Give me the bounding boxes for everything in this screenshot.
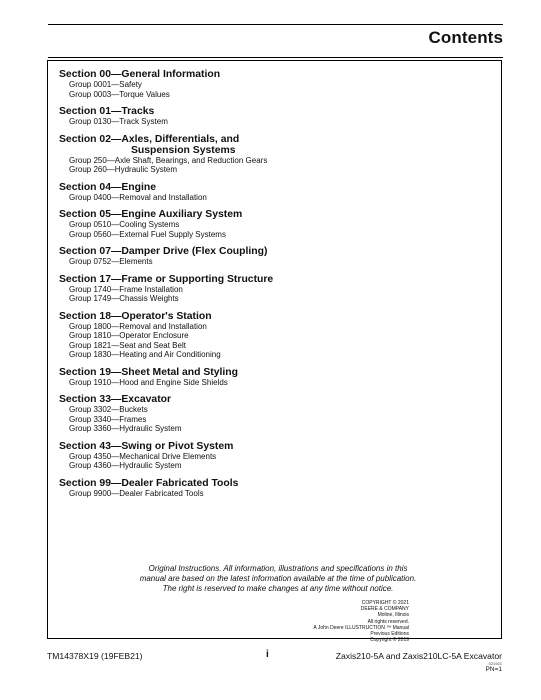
copyright-block (229, 600, 409, 643)
copyright-line: Moline, Illinois (377, 612, 409, 619)
section-heading-text: Section 99—Dealer Fabricated Tools (59, 477, 239, 489)
section-heading (59, 209, 489, 220)
group-entry: Group 1830—Heating and Air Conditioning (69, 350, 221, 359)
group-entry: Group 3340—Frames (69, 414, 147, 424)
group-entry: Group 250—Axle Shaft, Bearings, and Reduction Gears (69, 155, 268, 165)
footer-code: 021921 (488, 661, 502, 666)
section-heading-text: Section 07—Damper Drive (Flex Coupling) (59, 246, 268, 257)
footer-doc-id: TM14378X19 (19FEB21) (47, 651, 143, 661)
group-entry: Group 0560—External Fuel Supply Systems (69, 229, 226, 239)
title-rule-top (48, 24, 503, 25)
group-entry: Group 1749—Chassis Weights (69, 294, 179, 303)
group-entry: Group 0001—Safety (69, 80, 142, 89)
section-heading-text: Section 33—Excavator (59, 394, 172, 405)
group-entry: Group 1800—Removal and Installation (69, 321, 207, 331)
section-heading (59, 311, 489, 322)
section-heading-text: Section 02—Axles, Differentials, and (59, 133, 240, 145)
toc-section (59, 246, 489, 267)
group-entry: Group 0400—Removal and Installation (69, 192, 207, 202)
footer-pn: PN=1 (485, 666, 502, 673)
section-heading (59, 367, 489, 378)
section-heading-text: Section 18—Operator's Station (59, 310, 212, 322)
group-entry: Group 1821—Seat and Seat Belt (69, 340, 186, 350)
section-heading (59, 106, 489, 117)
section-heading-text: Section 00—General Information (59, 69, 221, 80)
section-heading-continuation: Suspension Systems (131, 144, 236, 156)
footer-model: Zaxis210-5A and Zaxis210LC-5A Excavator (335, 651, 502, 661)
copyright-line: All rights reserved. (367, 618, 409, 625)
section-heading-text: Section 19—Sheet Metal and Styling (59, 366, 238, 378)
table-of-contents (59, 69, 489, 505)
title-rule-bottom (48, 57, 503, 58)
section-heading (59, 69, 489, 80)
group-entry: Group 4350—Mechanical Drive Elements (69, 451, 217, 461)
section-heading (59, 478, 489, 489)
copyright-line: A John Deere ILLUSTRUCTION ™ Manual (313, 624, 409, 631)
toc-section (59, 367, 489, 388)
section-heading (59, 246, 489, 257)
section-heading-text: Section 43—Swing or Pivot System (59, 440, 234, 452)
section-heading-text: Section 17—Frame or Supporting Structure (59, 273, 274, 285)
toc-section (59, 106, 489, 127)
copyright-line: Previous Editions (370, 631, 409, 638)
toc-section (59, 311, 489, 360)
toc-section (59, 274, 489, 304)
section-heading-text: Section 04—Engine (59, 181, 157, 193)
group-entry: Group 1810—Operator Enclosure (69, 331, 189, 340)
notice-line: Original Instructions. All information, illustrations and specifications in this (148, 564, 408, 573)
group-entry: Group 0752—Elements (69, 257, 153, 266)
toc-section (59, 134, 489, 175)
group-entry: Group 3302—Buckets (69, 405, 148, 414)
group-entry: Group 3360—Hydraulic System (69, 424, 182, 433)
contents-frame (47, 60, 502, 644)
group-entry: Group 0510—Cooling Systems (69, 220, 180, 229)
footer-page-number: i (266, 649, 269, 660)
group-entry: Group 4360—Hydraulic System (69, 461, 182, 470)
group-entry: Group 0130—Track System (69, 117, 168, 126)
group-entry: Group 1740—Frame Installation (69, 284, 183, 294)
section-heading (59, 182, 489, 193)
section-heading-text: Section 01—Tracks (59, 106, 155, 117)
group-entry: Group 1910—Hood and Engine Side Shields (69, 377, 228, 387)
notice-line: manual are based on the latest information available at the time of publication. (139, 574, 417, 583)
toc-section (59, 478, 489, 499)
section-heading (59, 394, 489, 405)
toc-section (59, 394, 489, 434)
toc-section (59, 69, 489, 99)
section-heading-text: Section 05—Engine Auxiliary System (59, 209, 243, 220)
group-entry: Group 260—Hydraulic System (69, 165, 178, 174)
section-heading (59, 134, 489, 156)
copyright-line: COPYRIGHT © 2021 (361, 600, 409, 606)
group-entry: Group 9900—Dealer Fabricated Tools (69, 488, 204, 498)
notice (68, 564, 488, 594)
notice-line: The right is reserved to make changes at any time without notice. (162, 584, 394, 593)
section-heading (59, 441, 489, 452)
copyright-line: Copyright © 2019 (370, 637, 409, 644)
group-entry: Group 0003—Torque Values (69, 89, 170, 99)
toc-section (59, 182, 489, 203)
section-heading (59, 274, 489, 285)
copyright-line: DEERE & COMPANY (360, 606, 409, 613)
toc-section (59, 441, 489, 471)
toc-section (59, 209, 489, 239)
page-title: Contents (428, 28, 503, 47)
